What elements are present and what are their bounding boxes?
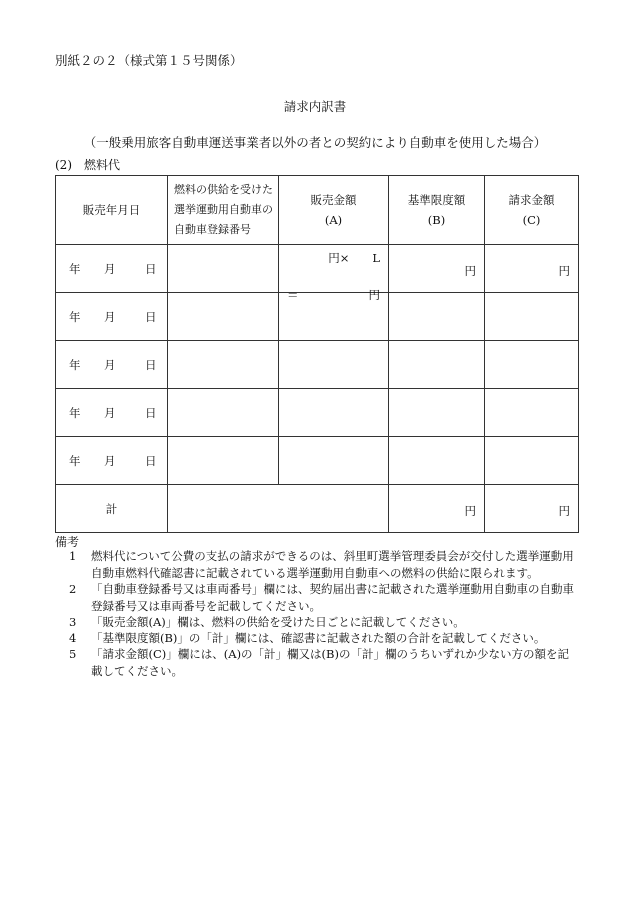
sales-amount-cell[interactable] — [279, 389, 389, 437]
limit-amount-cell[interactable]: 円 — [389, 245, 485, 293]
table-row — [56, 437, 579, 485]
document-title: 請求内訳書 — [283, 99, 347, 114]
date-cell[interactable]: 年 月 日 — [56, 245, 168, 293]
date-cell[interactable]: 年 月 日 — [56, 341, 168, 389]
total-blank-cell — [168, 485, 389, 533]
claim-amount-cell[interactable] — [485, 389, 579, 437]
registration-cell[interactable] — [168, 293, 279, 341]
total-label: 計 — [56, 485, 168, 533]
section-label: (2) 燃料代 — [55, 158, 120, 172]
date-cell[interactable]: 年 月 日 — [56, 293, 168, 341]
limit-amount-cell[interactable] — [389, 293, 485, 341]
note-item: 1 燃料代について公費の支払の請求ができるのは、斜里町選挙管理委員会が交付した選挙運動用自動車燃料代確認書に記載されている選挙運動用自動車への燃料の供給に限られます。 — [69, 549, 574, 580]
table-row — [56, 341, 579, 389]
claim-amount-cell[interactable]: 円 — [485, 245, 579, 293]
document-subtitle: （一般乗用旅客自動車運送事業者以外の者との契約により自動車を使用した場合） — [83, 135, 547, 150]
note-item: 2 「自動車登録番号又は車両番号」欄には、契約届出書に記載された選挙運動用自動車の自動車登録番号又は車両番号を記載してください。 — [69, 582, 574, 613]
table-row — [56, 245, 579, 293]
fuel-cost-table — [55, 175, 579, 533]
note-item: 5 「請求金額(C)」欄には、(A)の「計」欄又は(B)の「計」欄のうちいずれか少ない方の額を記載してください。 — [69, 647, 569, 678]
table-row — [56, 389, 579, 437]
header-registration: 燃料の供給を受けた 選挙運動用自動車の 自動車登録番号 — [168, 176, 279, 245]
header-sales-amount: 販売金額 (A) — [279, 176, 389, 245]
sales-amount-cell[interactable] — [279, 293, 389, 341]
registration-cell[interactable] — [168, 245, 279, 293]
sales-amount-cell[interactable] — [279, 437, 389, 485]
table-row — [56, 293, 579, 341]
registration-cell[interactable] — [168, 389, 279, 437]
date-cell[interactable]: 年 月 日 — [56, 389, 168, 437]
header-limit-amount: 基準限度額 (B) — [389, 176, 485, 245]
header-claim-amount: 請求金額 (C) — [485, 176, 579, 245]
limit-amount-cell[interactable] — [389, 341, 485, 389]
total-row — [56, 485, 579, 533]
notes-heading: 備考 — [55, 535, 80, 549]
note-item: 4 「基準限度額(B)」の「計」欄には、確認書に記載された額の合計を記載してください。 — [69, 631, 546, 645]
sales-amount-cell[interactable]: 円× L ＝ 円 — [279, 245, 389, 293]
registration-cell[interactable] — [168, 341, 279, 389]
claim-amount-cell[interactable] — [485, 341, 579, 389]
claim-amount-cell[interactable] — [485, 437, 579, 485]
header-date: 販売年月日 — [56, 176, 168, 245]
note-item: 3 「販売金額(A)」欄は、燃料の供給を受けた日ごとに記載してください。 — [69, 615, 465, 629]
sales-amount-cell[interactable] — [279, 341, 389, 389]
limit-amount-cell[interactable] — [389, 389, 485, 437]
registration-cell[interactable] — [168, 437, 279, 485]
claim-amount-cell[interactable] — [485, 293, 579, 341]
total-claim-cell[interactable]: 円 — [485, 485, 579, 533]
date-cell[interactable]: 年 月 日 — [56, 437, 168, 485]
form-reference: 別紙２の２（様式第１５号関係） — [55, 53, 243, 68]
limit-amount-cell[interactable] — [389, 437, 485, 485]
total-limit-cell[interactable]: 円 — [389, 485, 485, 533]
table-header-row — [56, 176, 579, 245]
